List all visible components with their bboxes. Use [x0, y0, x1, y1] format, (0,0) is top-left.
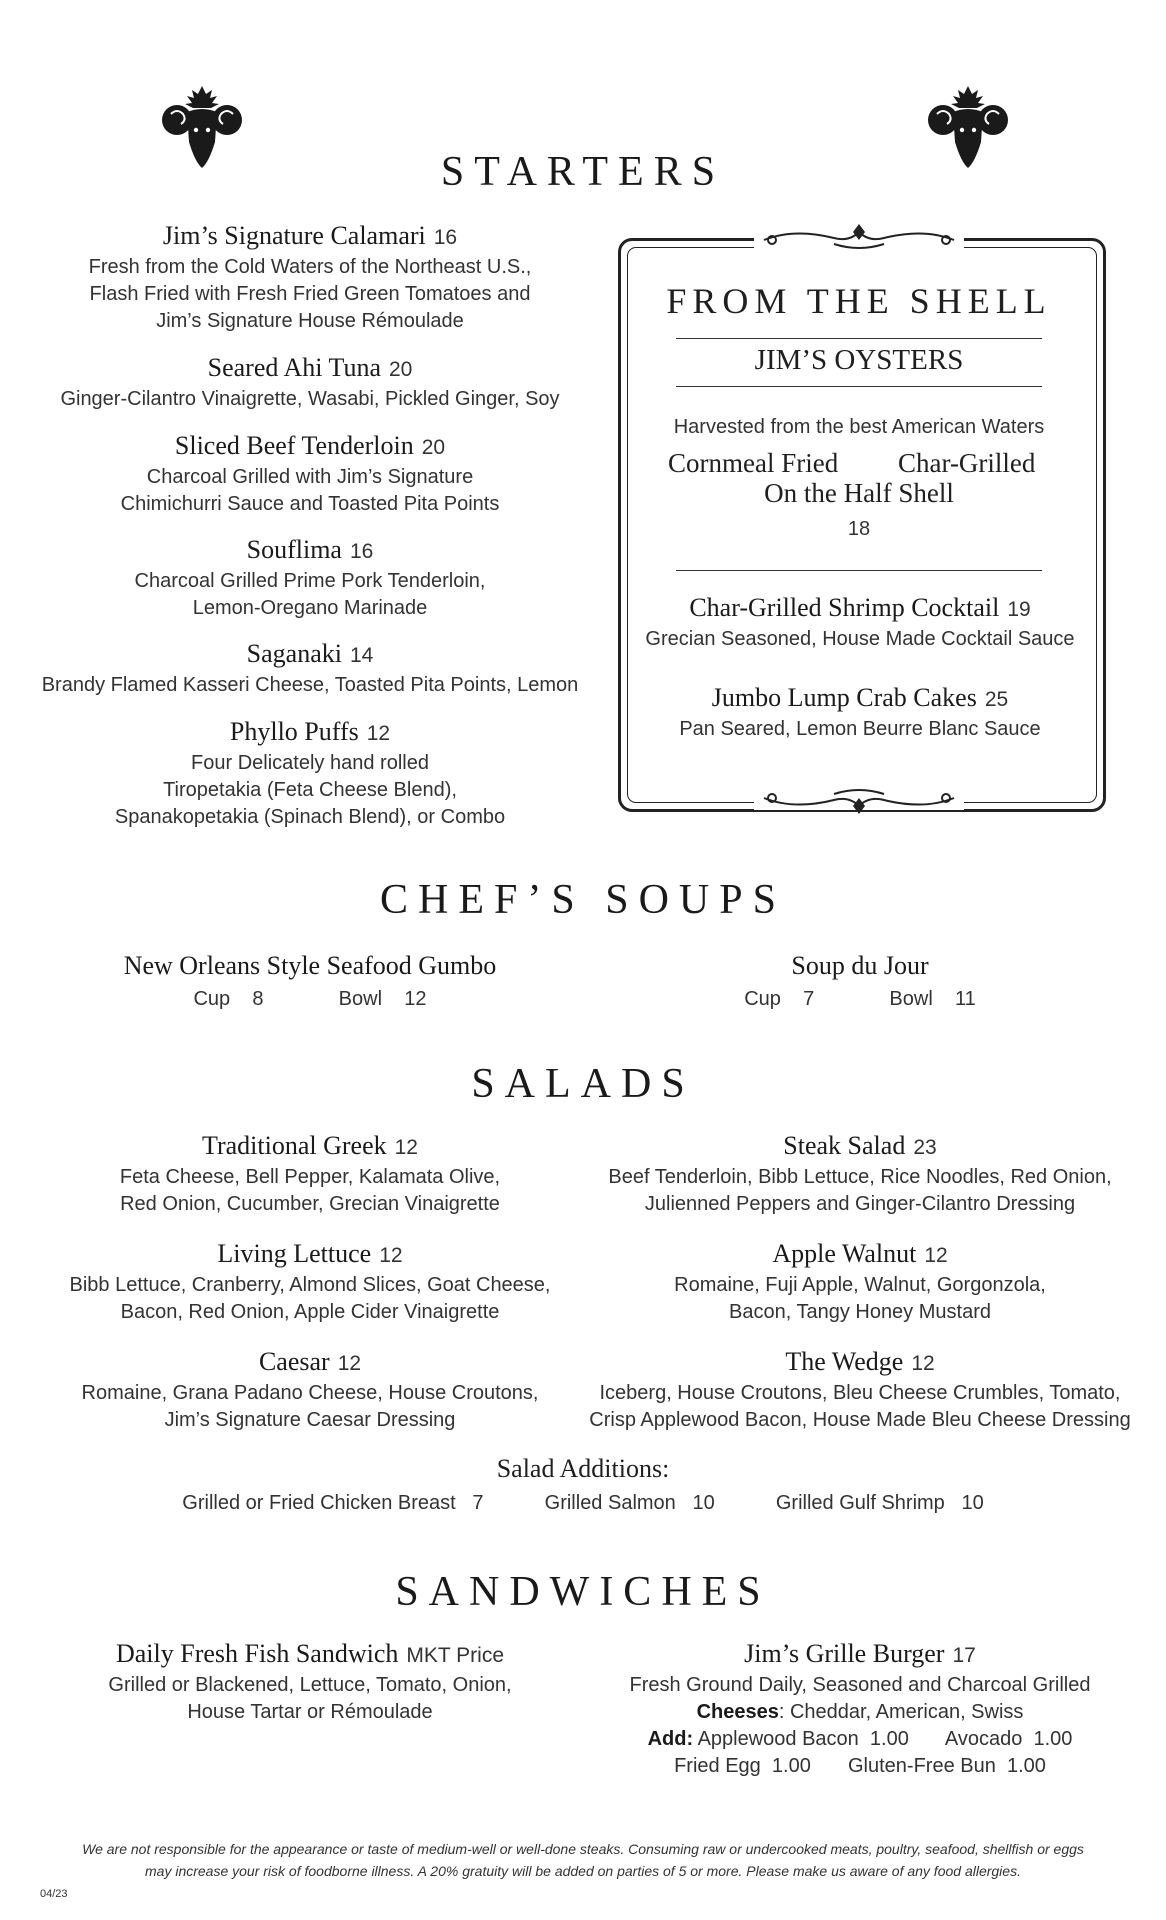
item-description: House Tartar or Rémoulade	[187, 1701, 433, 1723]
item-description: Charcoal Grilled with Jim’s Signature	[146, 466, 474, 488]
item-description: Bacon, Red Onion, Apple Cider Vinaigrette	[120, 1301, 500, 1323]
addon-price: 1.00	[1006, 1755, 1046, 1777]
ornament-flourish-icon	[754, 784, 964, 818]
salad-additions-list	[0, 1492, 1166, 1515]
addon-name: Avocado	[944, 1728, 1023, 1750]
divider	[676, 386, 1042, 387]
menu-item	[40, 638, 580, 699]
oyster-price: 18	[847, 518, 871, 540]
item-description: Grilled or Blackened, Lettuce, Tomato, Onion,	[108, 1674, 512, 1696]
item-description: Chimichurri Sauce and Toasted Pita Points	[120, 493, 500, 515]
menu-item	[580, 1346, 1140, 1434]
item-name: Daily Fresh Fish Sandwich	[115, 1639, 399, 1668]
menu-item	[630, 682, 1090, 743]
item-price: 12	[924, 1244, 948, 1267]
menu-item	[40, 716, 580, 831]
menu-item	[590, 1238, 1130, 1326]
add-label: Add:	[647, 1728, 694, 1750]
item-price: 12	[394, 1136, 418, 1159]
item-name: Caesar	[258, 1347, 330, 1376]
item-price: 12	[337, 1352, 362, 1375]
item-price: 12	[911, 1352, 935, 1375]
portion-label: Cup	[744, 988, 781, 1010]
item-name: Char-Grilled Shrimp Cocktail	[689, 593, 1000, 622]
menu-item	[40, 430, 580, 518]
item-name: Soup du Jour	[791, 951, 929, 980]
menu-item	[40, 534, 580, 622]
item-description: Julienned Peppers and Ginger-Cilantro Dressing	[644, 1193, 1076, 1215]
item-name: Traditional Greek	[202, 1131, 387, 1160]
menu-item	[630, 592, 1090, 653]
section-title-soups: CHEF’S SOUPS	[380, 877, 786, 923]
item-price: 14	[349, 644, 374, 667]
shell-title: FROM THE SHELL	[666, 281, 1052, 321]
section-title-starters: STARTERS	[440, 149, 726, 195]
item-description: Flash Fried with Fresh Fried Green Tomatoes and	[89, 283, 531, 305]
oysters-title: JIM’S OYSTERS	[754, 344, 964, 376]
addon-name: Fried Egg	[674, 1755, 761, 1777]
item-description: Romaine, Fuji Apple, Walnut, Gorgonzola,	[674, 1274, 1046, 1296]
item-name: The Wedge	[785, 1347, 904, 1376]
menu-item	[40, 1130, 580, 1218]
item-price: 20	[388, 358, 413, 381]
item-description: Red Onion, Cucumber, Grecian Vinaigrette	[120, 1193, 500, 1215]
section-title-sandwiches: SANDWICHES	[395, 1569, 771, 1615]
portion-label: Cup	[193, 988, 231, 1010]
addition-price: 10	[692, 1492, 715, 1514]
menu-item	[40, 1238, 580, 1326]
menu-item	[590, 1638, 1130, 1780]
item-name: Jim’s Signature Calamari	[162, 221, 426, 250]
addition-name: Grilled Salmon	[544, 1492, 676, 1514]
addition-price: 10	[961, 1492, 984, 1514]
oyster-style: Cornmeal Fried	[668, 448, 839, 478]
menu-item	[40, 220, 580, 335]
menu-item	[620, 950, 1100, 1013]
salad-additions-title: Salad Additions:	[496, 1454, 670, 1483]
item-description: Crisp Applewood Bacon, House Made Bleu Cheese Dressing	[589, 1409, 1131, 1431]
item-price: 19	[1007, 598, 1031, 621]
item-name: Saganaki	[246, 639, 342, 668]
oyster-style: Char-Grilled	[898, 448, 1036, 478]
divider	[676, 570, 1042, 571]
item-description: Spanakopetakia (Spinach Blend), or Combo	[114, 806, 506, 828]
item-name: Jim’s Grille Burger	[744, 1639, 945, 1668]
menu-item	[40, 1346, 580, 1434]
item-description: Feta Cheese, Bell Pepper, Kalamata Olive,	[119, 1166, 501, 1188]
menu-item	[40, 1638, 580, 1726]
ornament-flourish-icon	[754, 220, 964, 254]
item-description: Lemon-Oregano Marinade	[192, 597, 428, 619]
item-name: Phyllo Puffs	[229, 717, 359, 746]
portion-price: 11	[955, 988, 976, 1010]
addition-name: Grilled or Fried Chicken Breast	[182, 1492, 456, 1514]
item-description: Charcoal Grilled Prime Pork Tenderloin,	[134, 570, 486, 592]
item-description: Grecian Seasoned, House Made Cocktail Sauce	[645, 628, 1075, 650]
item-description: Four Delicately hand rolled	[191, 752, 429, 774]
item-description: Brandy Flamed Kasseri Cheese, Toasted Pita Points, Lemon	[41, 674, 579, 696]
portion-price: 12	[404, 988, 427, 1010]
item-description: Fresh Ground Daily, Seasoned and Charcoal Grilled	[629, 1674, 1091, 1696]
cheeses-list: : Cheddar, American, Swiss	[778, 1701, 1024, 1723]
item-name: Sliced Beef Tenderloin	[174, 431, 414, 460]
item-description: Iceberg, House Croutons, Bleu Cheese Crumbles, Tomato,	[599, 1382, 1121, 1404]
addition-price: 7	[472, 1492, 484, 1514]
portion-price: 8	[252, 988, 264, 1010]
addon-name: Applewood Bacon	[697, 1728, 859, 1750]
section-title-salads: SALADS	[471, 1061, 695, 1107]
item-name: Seared Ahi Tuna	[207, 353, 381, 382]
date-code: 04/23	[40, 1888, 68, 1900]
disclaimer-line: We are not responsible for the appearance or taste of medium-well or well-done steaks. Consuming raw or undercooked meats, poultry, seafood, shellfish or eggs	[82, 1841, 1084, 1857]
item-price: 20	[421, 436, 446, 459]
item-description: Bibb Lettuce, Cranberry, Almond Slices, Goat Cheese,	[69, 1274, 551, 1296]
disclaimer-line: may increase your risk of foodborne illness. A 20% gratuity will be added on parties of 5 or more. Please make us aware of any food allergies.	[145, 1863, 1021, 1879]
item-name: Apple Walnut	[772, 1239, 917, 1268]
item-description: Romaine, Grana Padano Cheese, House Croutons,	[81, 1382, 539, 1404]
disclaimer	[40, 1838, 1126, 1882]
item-name: New Orleans Style Seafood Gumbo	[123, 951, 497, 980]
item-description: Beef Tenderloin, Bibb Lettuce, Rice Noodles, Red Onion,	[608, 1166, 1112, 1188]
item-price: 16	[433, 226, 458, 249]
item-description: Tiropetakia (Feta Cheese Blend),	[163, 779, 457, 801]
item-price: 16	[349, 540, 374, 563]
portion-price: 7	[803, 988, 815, 1010]
oysters-description: Harvested from the best American Waters	[673, 416, 1045, 438]
addon-price: 1.00	[869, 1728, 909, 1750]
item-name: Jumbo Lump Crab Cakes	[711, 683, 977, 712]
item-description: Pan Seared, Lemon Beurre Blanc Sauce	[679, 718, 1041, 740]
item-description: Jim’s Signature House Rémoulade	[156, 310, 464, 332]
item-name: Steak Salad	[783, 1131, 906, 1160]
addon-price: 1.00	[1033, 1728, 1073, 1750]
menu-item	[40, 352, 580, 413]
item-description: Fresh from the Cold Waters of the Northeast U.S.,	[88, 256, 532, 278]
divider	[676, 338, 1042, 339]
portion-label: Bowl	[338, 988, 383, 1010]
addon-name: Gluten-Free Bun	[847, 1755, 996, 1777]
item-description: Bacon, Tangy Honey Mustard	[728, 1301, 991, 1323]
menu-item	[590, 1130, 1130, 1218]
portion-label: Bowl	[889, 988, 933, 1010]
item-description: Ginger-Cilantro Vinaigrette, Wasabi, Pickled Ginger, Soy	[60, 388, 560, 410]
menu-item	[40, 950, 580, 1013]
item-description: Jim’s Signature Caesar Dressing	[164, 1409, 456, 1431]
addon-price: 1.00	[771, 1755, 811, 1777]
item-name: Souflima	[246, 535, 342, 564]
item-price: 12	[379, 1244, 403, 1267]
addition-name: Grilled Gulf Shrimp	[775, 1492, 945, 1514]
item-price: 23	[913, 1136, 937, 1159]
item-price: 25	[984, 688, 1009, 711]
oyster-style: On the Half Shell	[764, 478, 954, 508]
item-price: 12	[366, 722, 391, 745]
cheeses-label: Cheeses	[696, 1701, 779, 1723]
item-price: 17	[952, 1644, 976, 1667]
item-price: MKT Price	[406, 1644, 505, 1667]
item-name: Living Lettuce	[217, 1239, 372, 1268]
